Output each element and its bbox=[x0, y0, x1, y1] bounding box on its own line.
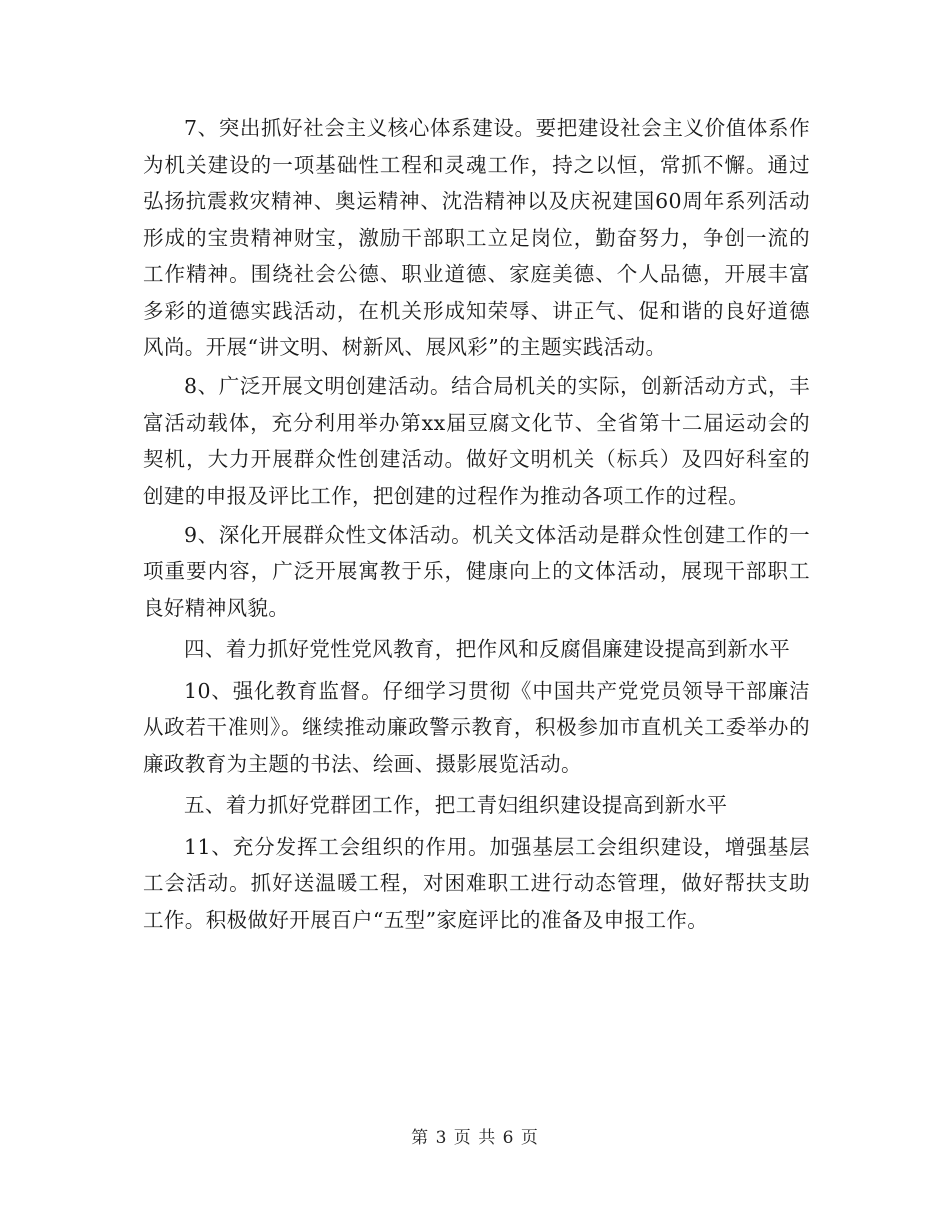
section-heading-4: 四、着力抓好党性党风教育，把作风和反腐倡廉建设提高到新水平 bbox=[184, 637, 791, 661]
page-number-footer: 第 3 页 共 6 页 bbox=[411, 1128, 539, 1148]
paragraph-item-11: 11、充分发挥工会组织的作用。加强基层工会组织建设，增强基层工会活动。抓好送温暖工程，对困难职工进行动态管理，做好帮扶支助工作。积极做好开展百户“五型”家庭评比的准备及申报工作。 bbox=[143, 834, 810, 932]
paragraph-item-9: 9、深化开展群众性文体活动。机关文体活动是群众性创建工作的一项重要内容，广泛开展寓教于乐，健康向上的文体活动，展现干部职工良好精神风貌。 bbox=[143, 522, 810, 620]
paragraph-item-8: 8、广泛开展文明创建活动。结合局机关的实际，创新活动方式，丰富活动载体，充分利用举办第xx届豆腐文化节、全省第十二届运动会的契机，大力开展群众性创建活动。做好文明机关（标兵）及四好科室的创建的申报及评比工作，把创建的过程作为推动各项工作的过程。 bbox=[143, 374, 810, 508]
document-body bbox=[143, 110, 810, 938]
paragraph-item-7: 7、突出抓好社会主义核心体系建设。要把建设社会主义价值体系作为机关建设的一项基础性工程和灵魂工作，持之以恒，常抓不懈。通过弘扬抗震救灾精神、奥运精神、沈浩精神以及庆祝建国60周年系列活动形成的宝贵精神财宝，激励干部职工立足岗位，勤奋努力，争创一流的工作精神。围绕社会公德、职业道德、家庭美德、个人品德，开展丰富多彩的道德实践活动，在机关形成知荣辱、讲正气、促和谐的良好道德风尚。开展“讲文明、树新风、展风彩”的主题实践活动。 bbox=[143, 116, 810, 359]
section-heading-5: 五、着力抓好党群团工作，把工青妇组织建设提高到新水平 bbox=[184, 793, 728, 817]
paragraph-item-10: 10、强化教育监督。仔细学习贯彻《中国共产党党员领导干部廉洁从政若干准则》。继续推动廉政警示教育，积极参加市直机关工委举办的廉政教育为主题的书法、绘画、摄影展览活动。 bbox=[143, 678, 810, 776]
